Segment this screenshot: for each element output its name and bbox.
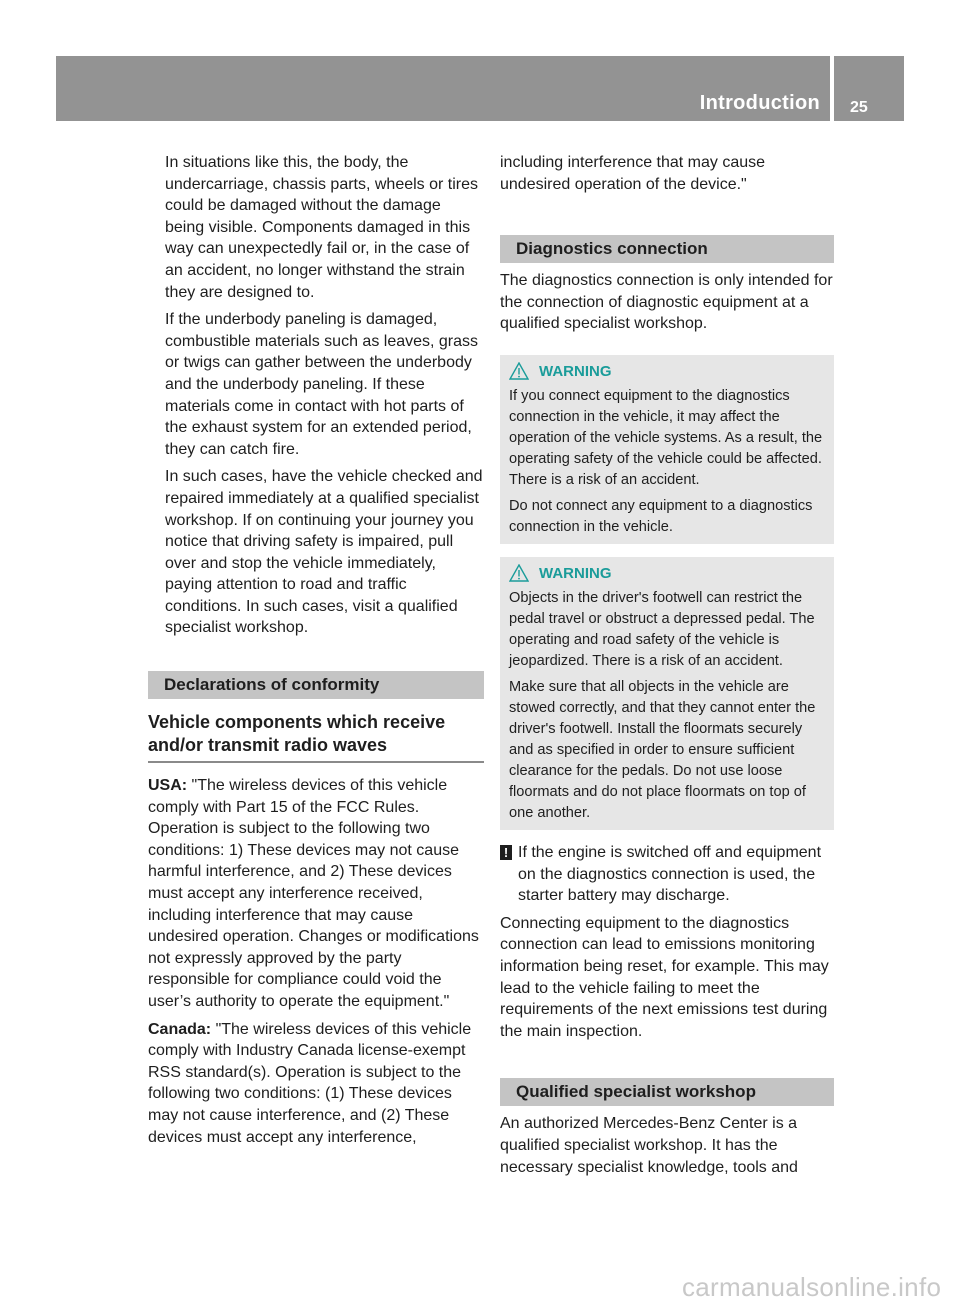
- exclamation-icon: !: [500, 845, 512, 860]
- page-header-bar: [56, 56, 830, 121]
- intro-paragraph: In situations like this, the body, the undercarriage, chassis parts, wheels or tires could be damaged without the damage being visible. Components damaged in this way can unexpectedly fail or, in the case of an accident, no longer withstand the strain they are designed to.: [165, 154, 479, 301]
- diagnostics-closing: Connecting equipment to the diagnostics connection can lead to emissions monitoring information being reset, for example. This may lead to the vehicle failing to meet the requirements of the next emissions test during the main inspection.: [500, 914, 829, 1040]
- warning-header: [509, 361, 826, 382]
- diagnostics-intro: The diagnostics connection is only intended for the connection of diagnostic equipment at a qualified specialist workshop.: [500, 272, 833, 333]
- note-battery: [500, 842, 834, 907]
- workshop-text: An authorized Mercedes-Benz Center is a qualified specialist workshop. It has the necessary specialist knowledge, tools and: [500, 1115, 798, 1176]
- continuation-text: including interference that may cause undesired operation of the device.": [500, 154, 766, 193]
- subheading-radio-components: Vehicle components which receive and/or transmit radio waves: [148, 711, 484, 763]
- warning-text: Make sure that all objects in the vehicle are stowed correctly, and that they cannot enter the driver's footwell. Install the floormats securely and as specified in order to ensure sufficient clearance for the pedals. Do not use loose floormats and do not place floormats on top of one another.: [509, 678, 816, 821]
- usa-label: USA:: [148, 777, 188, 795]
- canada-declaration: [148, 1019, 484, 1149]
- intro-paragraph: If the underbody paneling is damaged, combustible materials such as leaves, grass or twigs can gather between the underbody and the underbody paneling. If these materials come in contact with hot parts of the exhaust system for an extended period, they can catch fire.: [165, 311, 479, 458]
- intro-paragraph: In such cases, have the vehicle checked and repaired immediately at a qualified specialist workshop. If on continuing your journey you notice that driving safety is impaired, pull over and stop the vehicle immediately, paying attention to road and traffic conditions. In such cases, visit a qualified specialist workshop.: [165, 468, 483, 637]
- warning-triangle-icon: [509, 564, 529, 582]
- warning-box: [500, 557, 834, 830]
- chapter-title: Introduction: [699, 92, 820, 114]
- left-column: [148, 152, 484, 1154]
- warning-text: Objects in the driver's footwell can restrict the pedal travel or obstruct a depressed pedal. The operating and road safety of the vehicle is jeopardized. There is a risk of an accident.: [509, 589, 815, 669]
- warning-box: [500, 355, 834, 544]
- note-text: If the engine is switched off and equipment on the diagnostics connection is used, the starter battery may discharge.: [518, 843, 822, 905]
- warning-triangle-icon: [509, 362, 529, 380]
- usa-declaration: [148, 775, 484, 1013]
- page-number-box: [834, 56, 904, 121]
- watermark: carmanualsonline.info: [682, 1272, 942, 1302]
- section-heading-declarations: Declarations of conformity: [148, 671, 484, 699]
- canada-text: "The wireless devices of this vehicle comply with Industry Canada license-exempt RSS standard(s). Operation is subject to the following two conditions: (1) These devices may not cause interference, and (2) These devices must accept any interference,: [148, 1020, 472, 1146]
- section-heading-diagnostics: Diagnostics connection: [500, 235, 834, 263]
- warning-header: [509, 563, 826, 584]
- right-column: [500, 152, 834, 1184]
- warning-text: If you connect equipment to the diagnostics connection in the vehicle, it may affect the operation of the vehicle systems. As a result, the operating safety of the vehicle could be affected. There is a risk of an accident.: [509, 387, 823, 488]
- page-number: 25: [850, 99, 868, 116]
- warning-label: WARNING: [539, 564, 612, 582]
- usa-text: "The wireless devices of this vehicle comply with Part 15 of the FCC Rules. Operation is subject to the following two conditions: 1) These devices may not cause harmful interference, and 2) These devices must accept any interference received, including interference that may cause undesired operation. Changes or modifications not expressly approved by the party responsible for compliance could void the user’s authority to operate the equipment.": [148, 777, 479, 1010]
- intro-block: [148, 152, 484, 639]
- warning-text: Do not connect any equipment to a diagnostics connection in the vehicle.: [509, 497, 813, 535]
- canada-label: Canada:: [148, 1020, 212, 1038]
- warning-label: WARNING: [539, 362, 612, 380]
- section-heading-workshop: Qualified specialist workshop: [500, 1078, 834, 1106]
